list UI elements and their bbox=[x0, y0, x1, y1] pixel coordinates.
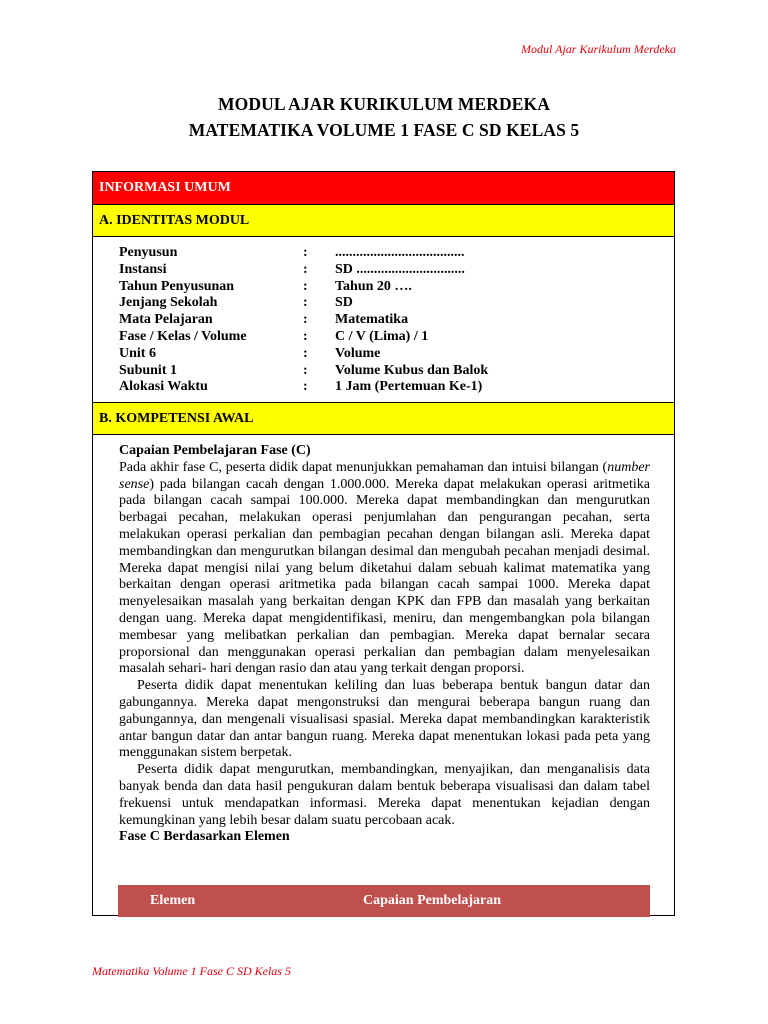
kompetensi-content bbox=[119, 443, 650, 846]
capaian-paragraph-3: Peserta didik dapat mengurutkan, membandingkan, menyajikan, dan menganalisis data banyak benda dan data hasil pengukuran dalam bentuk beberapa visualisasi dan dalam tabel frekuensi untuk mendapatkan informasi. Mereka dapat menentukan kejadian dengan kemungkinan yang lebih besar dalam suatu percobaan acak. bbox=[119, 762, 650, 828]
identitas-row bbox=[119, 346, 659, 363]
identitas-colon: : bbox=[303, 245, 308, 260]
capaian-heading: Capaian Pembelajaran Fase (C) bbox=[119, 443, 311, 458]
identitas-label: Instansi bbox=[119, 261, 167, 277]
identitas-row bbox=[119, 245, 659, 262]
identitas-value: SD ............................... bbox=[335, 261, 465, 277]
identitas-label: Subunit 1 bbox=[119, 362, 177, 378]
identitas-colon: : bbox=[303, 379, 308, 395]
identitas-value: Volume bbox=[335, 345, 381, 361]
identitas-row bbox=[119, 262, 659, 279]
identitas-colon: : bbox=[303, 312, 308, 328]
identitas-colon: : bbox=[303, 295, 308, 311]
section-identitas-modul: A. IDENTITAS MODUL bbox=[93, 205, 674, 237]
identitas-label: Fase / Kelas / Volume bbox=[119, 328, 247, 344]
document-title: MODUL AJAR KURIKULUM MERDEKA bbox=[218, 94, 550, 114]
identitas-row bbox=[119, 279, 659, 296]
capaian-paragraph-2: Peserta didik dapat menentukan keliling dan luas beberapa bentuk bangun datar dan gabungannya. Mereka dapat mengonstruksi dan mengurai beberapa bangun ruang dan gabungannya, dan mengenali visualisasi spasial. Mereka dapat membandingkan karakteristik antar bangun datar dan antar bangun ruang. Mereka dapat menentukan lokasi pada peta yang menggunakan sistem berpetak. bbox=[119, 678, 650, 761]
identitas-value: C / V (Lima) / 1 bbox=[335, 328, 429, 344]
identitas-label: Tahun Penyusunan bbox=[119, 278, 235, 294]
identitas-value: 1 Jam (Pertemuan Ke-1) bbox=[335, 379, 483, 395]
elemen-table-header bbox=[118, 885, 650, 917]
identitas-value: Volume Kubus dan Balok bbox=[335, 362, 489, 378]
identitas-label: Alokasi Waktu bbox=[119, 379, 208, 395]
column-header-elemen: Elemen bbox=[150, 893, 196, 908]
identitas-value: Matematika bbox=[335, 312, 409, 328]
footer-note: Matematika Volume 1 Fase C SD Kelas 5 bbox=[92, 964, 291, 978]
identitas-row bbox=[119, 329, 659, 346]
column-header-capaian: Capaian Pembelajaran bbox=[363, 893, 502, 908]
identitas-row bbox=[119, 295, 659, 312]
identitas-colon: : bbox=[303, 362, 308, 378]
identitas-label: Penyusun bbox=[119, 245, 178, 260]
identitas-colon: : bbox=[303, 278, 308, 294]
identitas-label: Unit 6 bbox=[119, 345, 156, 361]
identitas-value: ..................................... bbox=[335, 245, 465, 260]
capaian-paragraph-1 bbox=[119, 460, 650, 678]
paragraph-text: ) pada bilangan cacah dengan 1.000.000. Mereka dapat melakukan operasi aritmetika pada bilangan cacah sampai 100.000. Mereka dapat membandingkan dan mengurutkan berbagai pecahan, melakukan operasi penjumlahan dan pengurangan pecahan, serta melakukan operasi perkalian dan pembagian pecahan dengan bilangan asli. Mereka dapat membandingkan dan mengurutkan bilangan desimal dan mengubah pecahan menjadi desimal. Mereka dapat mengisi nilai yang belum diketahui dalam sebuah kalimat matematika yang berkaitan dengan operasi aritmetika pada bilangan cacah sampai 1000. Mereka dapat menyelesaikan masalah yang berkaitan dengan KPK dan FPB dan masalah yang berkaitan dengan uang. Mereka dapat mengidentifikasi, meniru, dan mengembangkan pola bilangan membesar yang melibatkan perkalian dan pembagian. Mereka dapat bernalar secara proporsional dan menggunakan operasi perkalian dan pembagian dalam menyelesaikan masalah sehari- hari dengan rasio dan atau yang terkait dengan proporsi. bbox=[119, 476, 650, 677]
identitas-list bbox=[119, 245, 659, 396]
identitas-row bbox=[119, 312, 659, 329]
identitas-label: Mata Pelajaran bbox=[119, 312, 213, 328]
identitas-colon: : bbox=[303, 345, 308, 361]
number-sense-term: number sense bbox=[119, 459, 650, 492]
identitas-label: Jenjang Sekolah bbox=[119, 295, 218, 311]
identitas-row bbox=[119, 363, 659, 380]
fase-c-elemen-heading: Fase C Berdasarkan Elemen bbox=[119, 829, 290, 845]
identitas-value: SD bbox=[335, 295, 353, 311]
identitas-colon: : bbox=[303, 261, 308, 277]
document-subtitle: MATEMATIKA VOLUME 1 FASE C SD KELAS 5 bbox=[188, 120, 580, 140]
paragraph-text: Pada akhir fase C, peserta didik dapat menunjukkan pemahaman dan intuisi bilangan ( bbox=[119, 459, 608, 475]
section-kompetensi-awal: B. KOMPETENSI AWAL bbox=[93, 402, 674, 435]
identitas-row bbox=[119, 379, 659, 396]
identitas-value: Tahun 20 …. bbox=[335, 278, 412, 294]
section-informasi-umum: INFORMASI UMUM bbox=[93, 172, 674, 205]
module-box bbox=[92, 171, 675, 916]
identitas-colon: : bbox=[303, 328, 308, 344]
header-note: Modul Ajar Kurikulum Merdeka bbox=[521, 42, 676, 56]
